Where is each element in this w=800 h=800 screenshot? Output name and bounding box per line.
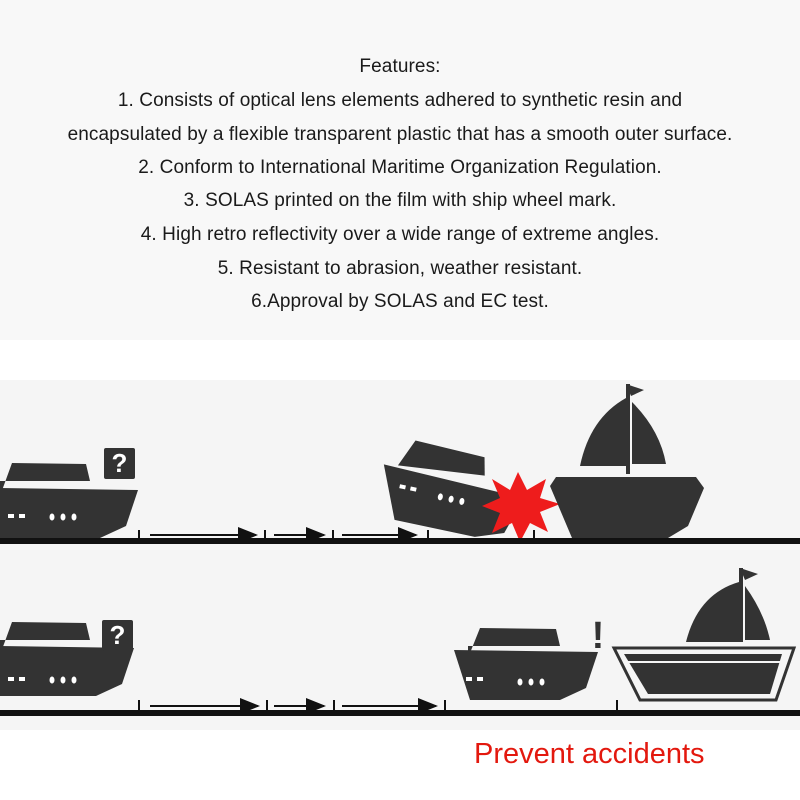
feature-line: encapsulated by a flexible transparent plastic that has a smooth outer surface. — [67, 124, 733, 145]
feature-line: 3. SOLAS printed on the film with ship wheel mark. — [183, 190, 617, 211]
stopped-motorboat-icon — [454, 628, 598, 700]
prevent-accidents-caption: Prevent accidents — [474, 738, 705, 770]
feature-line: 6.Approval by SOLAS and EC test. — [251, 291, 549, 312]
ground-line — [0, 710, 800, 716]
features-heading: Features: — [359, 56, 441, 77]
bottom-row-prevented — [0, 568, 800, 716]
question-mark-text: ? — [109, 620, 126, 650]
question-mark-icon — [102, 620, 133, 651]
top-row-collision — [0, 384, 800, 545]
caption-section — [0, 730, 800, 800]
feature-line: 1. Consists of optical lens elements adhered to synthetic resin and — [117, 90, 683, 111]
boat-scene-graphic — [0, 380, 800, 730]
sailboat-icon — [550, 384, 704, 538]
reflective-sailboat-icon — [614, 568, 794, 700]
features-section — [0, 0, 800, 340]
feature-line: 5. Resistant to abrasion, weather resistant. — [217, 258, 583, 279]
ground-line — [0, 538, 800, 544]
explosion-icon — [482, 472, 560, 542]
question-mark-text: ? — [111, 448, 128, 478]
boat-illustration — [0, 380, 800, 730]
feature-line: 4. High retro reflectivity over a wide range of extreme angles. — [140, 224, 660, 245]
question-mark-icon — [104, 448, 135, 479]
feature-line: 2. Conform to International Maritime Organization Regulation. — [138, 157, 662, 178]
exclamation-mark-icon: ! — [591, 615, 605, 657]
